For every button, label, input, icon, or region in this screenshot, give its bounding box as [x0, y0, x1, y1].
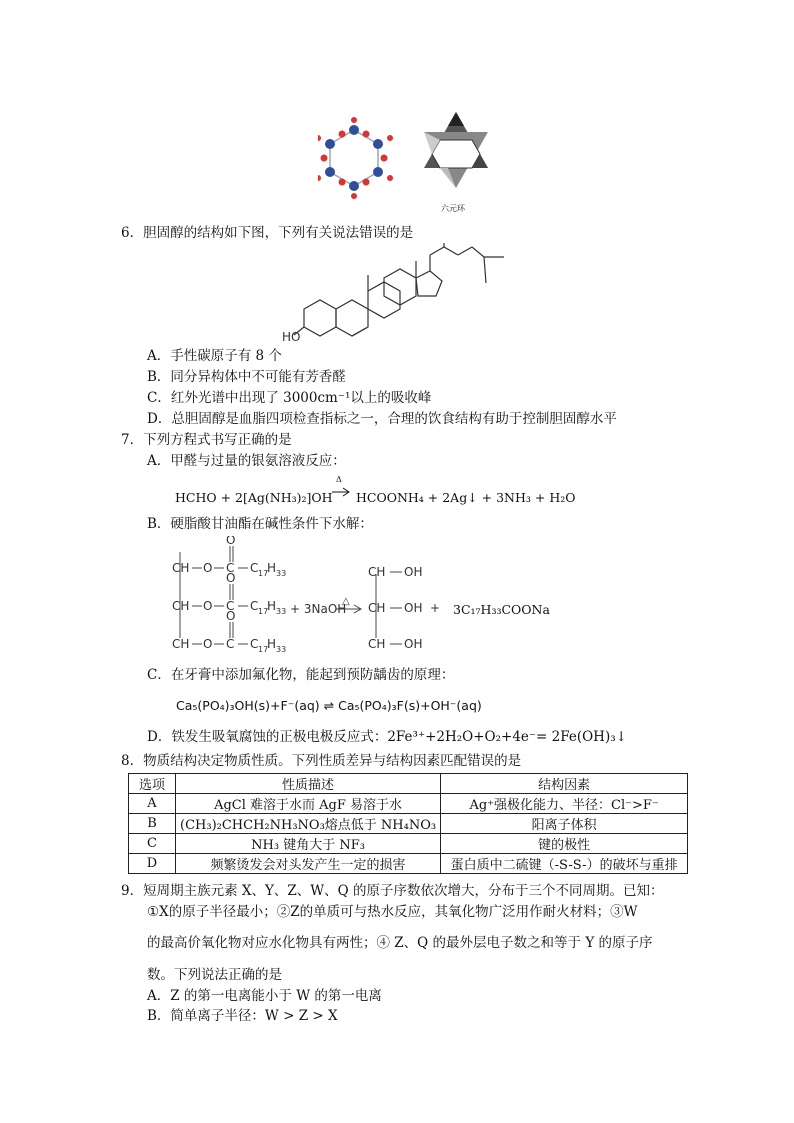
- q7-a-equation-left: HCHO + 2[Ag(NH₃)₂]OH: [175, 490, 333, 505]
- table-header-option: 选项: [129, 774, 176, 794]
- glyceride-r-top-sub3: 33: [276, 569, 287, 578]
- glyceride-o-bottom: O: [203, 637, 213, 651]
- glyceride-r-mid-h: H: [267, 599, 277, 613]
- glyceride-c-mid: C: [226, 599, 235, 613]
- cholesterol-structure: [282, 243, 507, 348]
- q7-option-c-label: C．在牙膏中添加氟化物，能起到预防龋齿的原理：: [147, 667, 455, 683]
- q6-option-c: C．红外光谱中出现了 3000cm⁻¹以上的吸收峰: [147, 390, 432, 406]
- soap-product: 3C₁₇H₃₃COONa: [453, 602, 550, 617]
- glycerol-ch2-top: CH: [368, 565, 386, 579]
- q9-line-3: 的最高价氧化物对应水化物具有两性；④ Z、Q 的最外层电子数之和等于 Y 的原子序: [147, 935, 653, 951]
- q6-option-b: B．同分异构体中不可能有芳香醛: [147, 369, 346, 385]
- table-header-factor: 结构因素: [441, 774, 688, 794]
- table-row: [129, 834, 688, 854]
- q8-table: [128, 773, 688, 874]
- q7-option-a-label: A．甲醛与过量的银氨溶液反应：: [147, 453, 346, 469]
- ring-caption: 六元环: [441, 204, 465, 213]
- table-cell: Ag⁺强极化能力、半径：Cl⁻>F⁻: [441, 794, 688, 814]
- table-header-row: [129, 774, 688, 794]
- q8-stem: 8．物质结构决定物质性质。下列性质差异与结构因素匹配错误的是: [121, 753, 522, 769]
- table-cell: (CH₃)₂CHCH₂NH₃NO₃熔点低于 NH₄NO₃: [176, 814, 441, 834]
- ring-structure-figure: [318, 108, 518, 218]
- table-cell: B: [129, 814, 176, 834]
- glyceride-ch-mid: CH: [172, 599, 190, 613]
- reaction-arrow-icon: [331, 487, 351, 497]
- glyceride-r-bottom: C: [250, 637, 259, 651]
- q7-option-d-label: D．铁发生吸氧腐蚀的正极电极反应式：2Fe³⁺+2H₂O+O₂+4e⁻= 2Fe(OH)₃↓: [147, 729, 627, 745]
- table-cell: 频繁烫发会对头发产生一定的损害: [176, 854, 441, 874]
- glyceride-ch2-bottom: CH: [172, 637, 190, 651]
- table-row: [129, 814, 688, 834]
- table-header-property: 性质描述: [176, 774, 441, 794]
- table-cell: C: [129, 834, 176, 854]
- glycerol-ch-mid: CH: [368, 601, 386, 615]
- q6-option-d: D．总胆固醇是血脂四项检查指标之一，合理的饮食结构有助于控制胆固醇水平: [147, 411, 617, 427]
- glyceride-c-top: C: [226, 561, 235, 575]
- glyceride-carbonyl-o-mid: O: [226, 571, 236, 585]
- table-row: [129, 794, 688, 814]
- table-cell: D: [129, 854, 176, 874]
- q7-option-b-label: B．硬脂酸甘油酯在碱性条件下水解：: [147, 516, 373, 532]
- table-cell: 蛋白质中二硫键（-S-S-）的破坏与重排: [441, 854, 688, 874]
- glyceride-carbonyl-o-top: O: [226, 536, 236, 547]
- table-cell: 键的极性: [441, 834, 688, 854]
- q9-line-4: 数。下列说法正确的是: [147, 967, 282, 983]
- q6-stem: 6．胆固醇的结构如下图，下列有关说法错误的是: [121, 225, 414, 241]
- heat-condition: △: [342, 596, 350, 607]
- glyceride-c-bottom: C: [226, 637, 235, 651]
- glyceride-r-bottom-sub1: 17: [258, 645, 269, 654]
- table-cell: AgCl 难溶于水而 AgF 易溶于水: [176, 794, 441, 814]
- glyceride-r-mid-sub1: 17: [258, 607, 269, 616]
- glyceride-r-mid: C: [250, 599, 259, 613]
- table-row: [129, 854, 688, 874]
- glyceride-ch2-top: CH: [172, 561, 190, 575]
- plus-sign: +: [430, 601, 441, 615]
- naoh-reagent: + 3NaOH: [290, 602, 347, 616]
- six-membered-ring-star: [424, 112, 488, 188]
- glyceride-o-top: O: [203, 561, 213, 575]
- glyceride-r-mid-sub3: 33: [276, 607, 287, 616]
- q9-option-b: B．简单离子半径：W > Z > X: [147, 1008, 338, 1024]
- table-cell: NH₃ 键角大于 NF₃: [176, 834, 441, 854]
- glyceride-r-top-h: H: [267, 561, 277, 575]
- q6-option-a: A．手性碳原子有 8 个: [147, 348, 282, 364]
- glycerol-ch2-bottom: CH: [368, 637, 386, 651]
- q7-stem: 7．下列方程式书写正确的是: [121, 432, 292, 448]
- table-cell: A: [129, 794, 176, 814]
- glycerol-oh-mid: OH: [404, 601, 423, 615]
- table-cell: 阳离子体积: [441, 814, 688, 834]
- cholesterol-ho-label: HO: [282, 330, 301, 344]
- q9-line-2: ①X的原子半径最小；②Z的单质可与热水反应，其氧化物广泛用作耐火材料；③W: [147, 904, 638, 920]
- q9-stem: 9．短周期主族元素 X、Y、Z、W、Q 的原子序数依次增大，分布于三个不同周期。已知：: [121, 883, 664, 899]
- glycerol-oh-top: OH: [404, 565, 423, 579]
- q7-a-heat-condition: Δ: [336, 475, 342, 484]
- glyceride-r-bottom-h: H: [267, 637, 277, 651]
- glyceride-carbonyl-o-bottom: O: [226, 609, 236, 623]
- q9-option-a: A．Z 的第一电离能小于 W 的第一电离: [147, 988, 382, 1004]
- glyceride-r-top-sub1: 17: [258, 569, 269, 578]
- q7-a-equation-right: HCOONH₄ + 2Ag↓ + 3NH₃ + H₂O: [356, 490, 576, 505]
- ring-ball-model: [318, 117, 393, 199]
- glycerol-oh-bottom: OH: [404, 637, 423, 651]
- q7-c-equation: Ca₅(PO₄)₃OH(s)+F⁻(aq) ⇌ Ca₅(PO₄)₃F(s)+OH⁻(aq): [176, 698, 482, 713]
- glyceride-hydrolysis-diagram: [168, 536, 548, 656]
- glyceride-o-mid: O: [203, 599, 213, 613]
- glyceride-r-top: C: [250, 561, 259, 575]
- glyceride-r-bottom-sub3: 33: [276, 645, 287, 654]
